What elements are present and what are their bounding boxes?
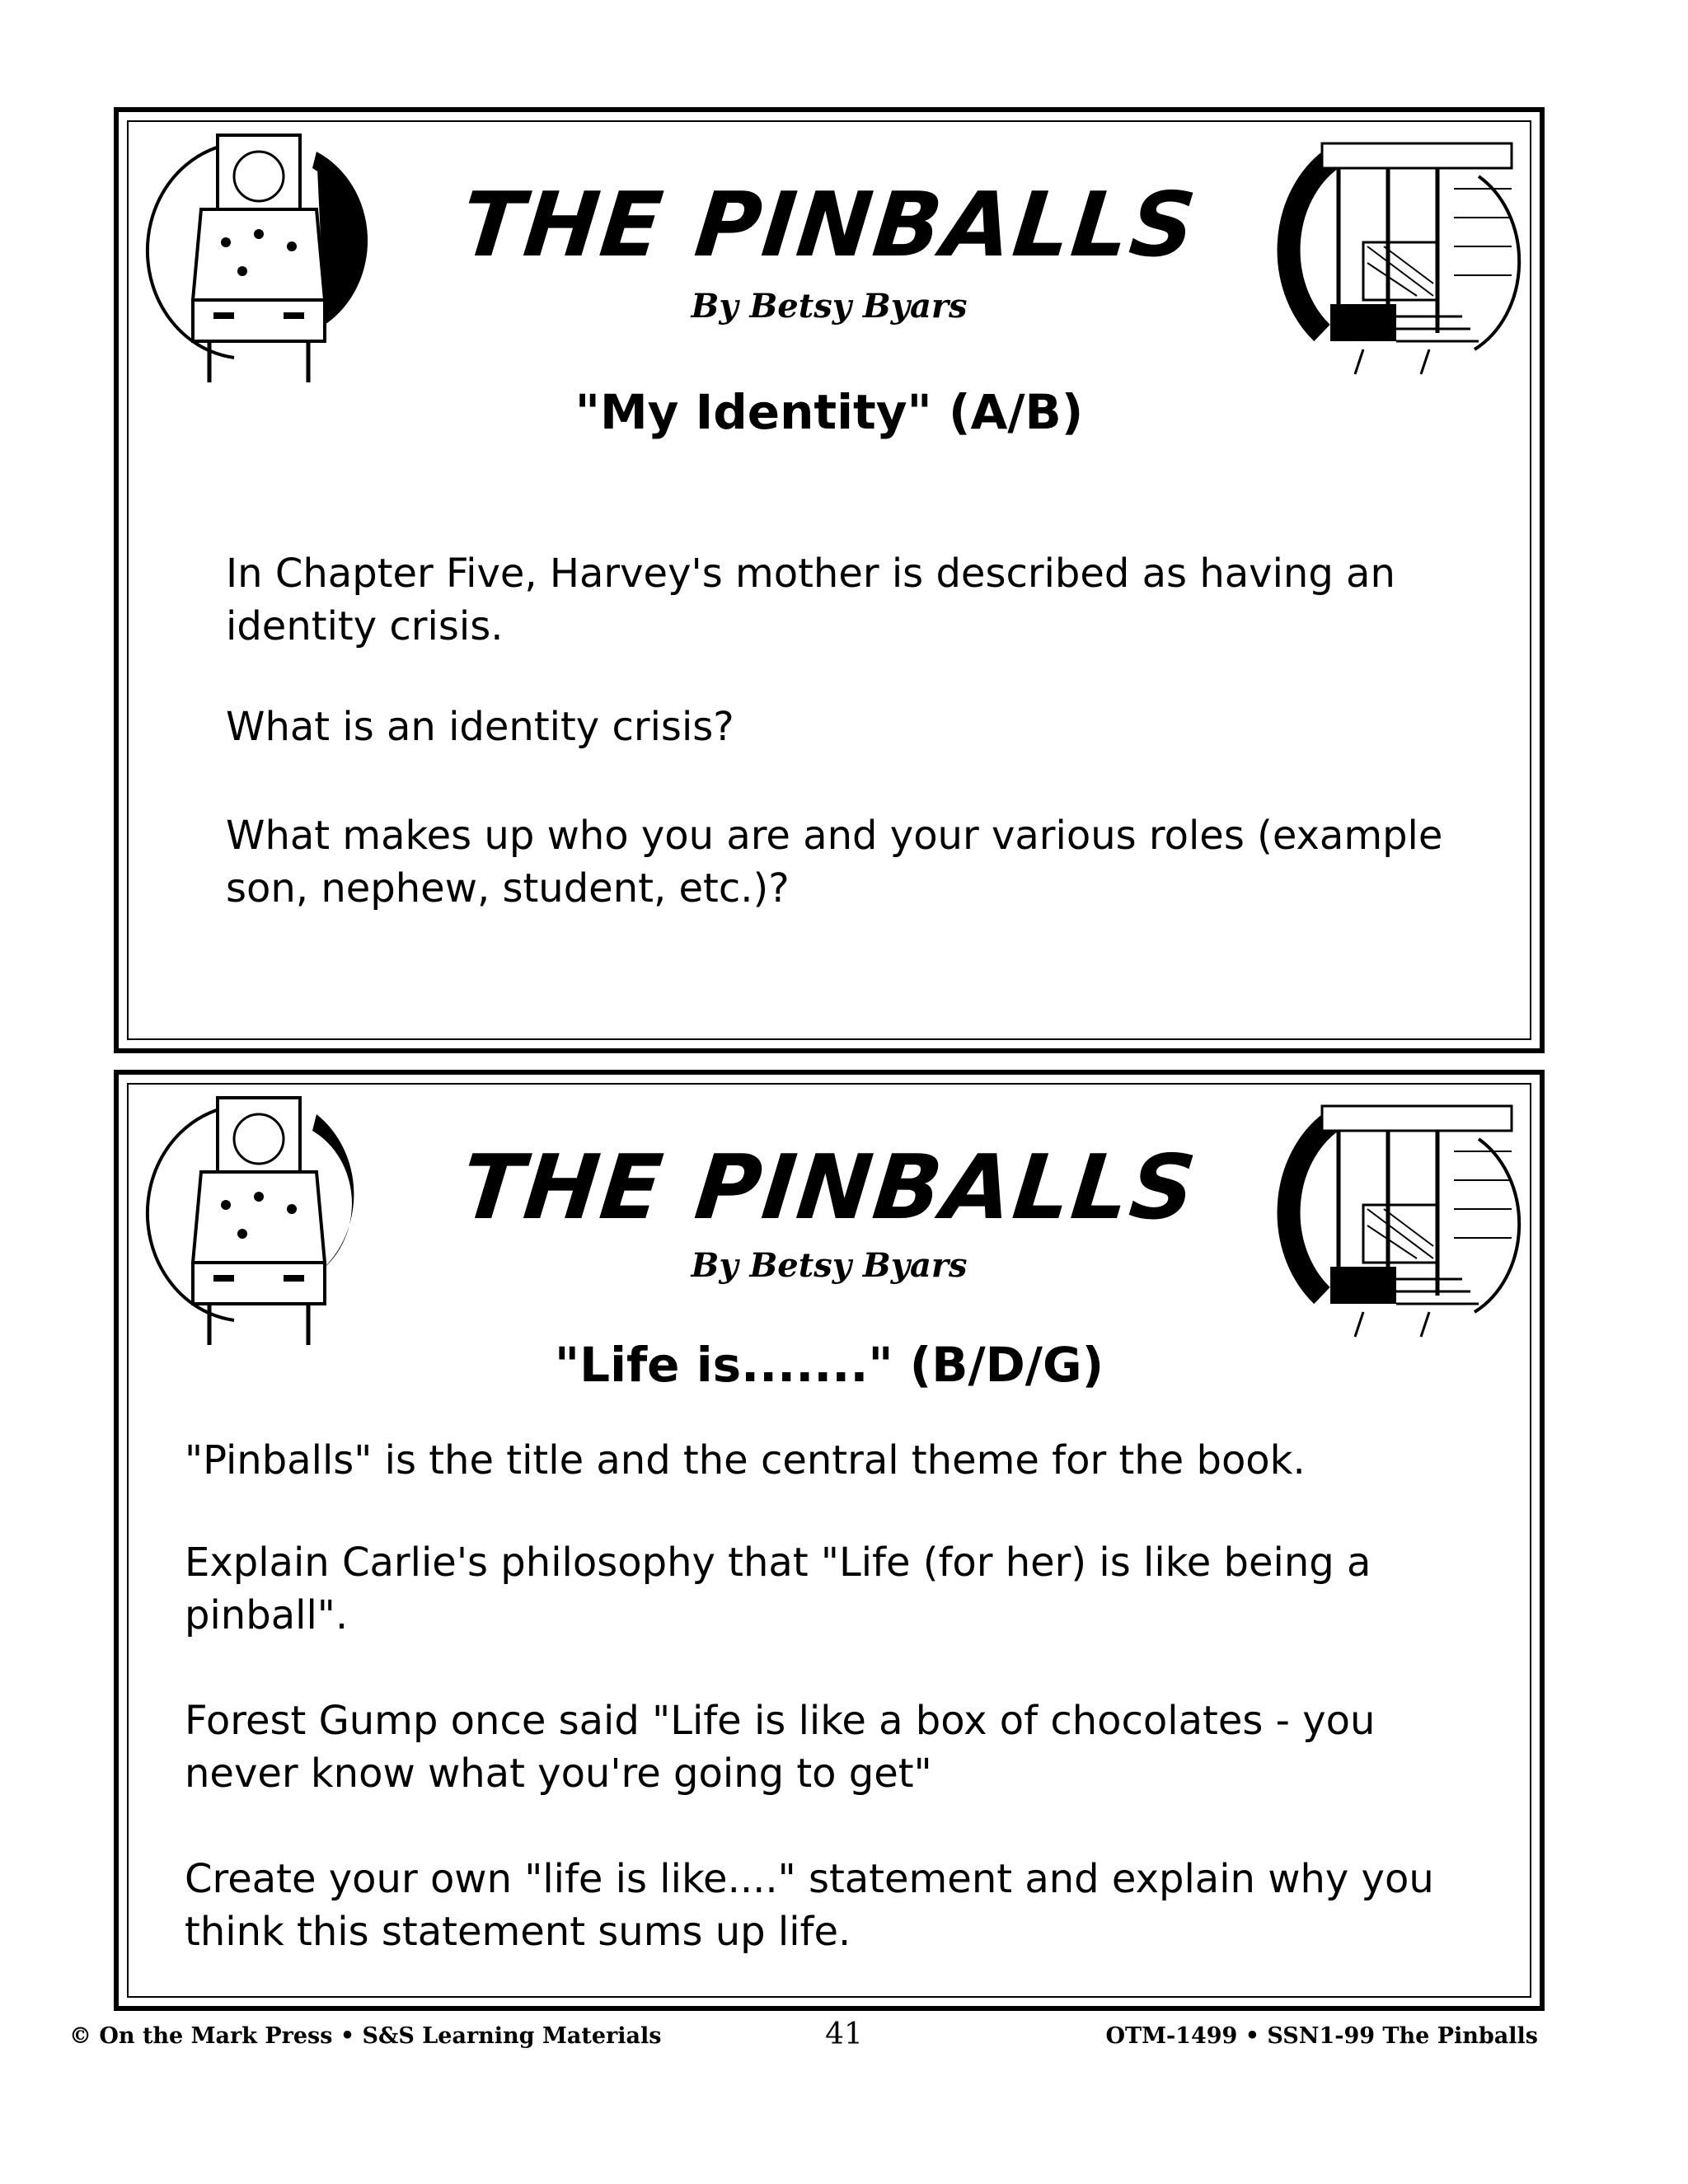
footer-product-code: OTM-1499 • SSN1-99 The Pinballs — [1105, 2023, 1538, 2049]
book-author: By Betsy Byars — [691, 287, 968, 326]
activity-heading: "My Identity" (A/B) — [574, 384, 1084, 440]
activity-heading: "Life is......." (B/D/G) — [554, 1337, 1104, 1393]
question-paragraph: Forest Gump once said "Life is like a box of chocolates - you never know what you're going to get" — [185, 1698, 1376, 1797]
question-paragraph: Create your own "life is like...." statement and explain why you think this statement sums up life. — [185, 1856, 1434, 1955]
question-paragraph: Explain Carlie's philosophy that "Life (for her) is like being a pinball". — [185, 1540, 1372, 1638]
book-title: THE PINBALLS — [457, 1137, 1202, 1240]
activity-card-2 — [114, 1070, 1545, 2011]
question-paragraph: In Chapter Five, Harvey's mother is described as having an identity crisis. — [226, 551, 1395, 649]
book-author: By Betsy Byars — [691, 1246, 968, 1285]
question-paragraph: What makes up who you are and your various roles (example son, nephew, student, etc.)? — [226, 813, 1443, 912]
question-paragraph: "Pinballs" is the title and the central theme for the book. — [185, 1437, 1306, 1483]
activity-card-1 — [114, 107, 1545, 1053]
footer-copyright: © On the Mark Press • S&S Learning Materials — [69, 2023, 662, 2049]
page-number: 41 — [825, 2018, 863, 2051]
book-title: THE PINBALLS — [457, 174, 1202, 277]
question-paragraph: What is an identity crisis? — [226, 704, 734, 750]
